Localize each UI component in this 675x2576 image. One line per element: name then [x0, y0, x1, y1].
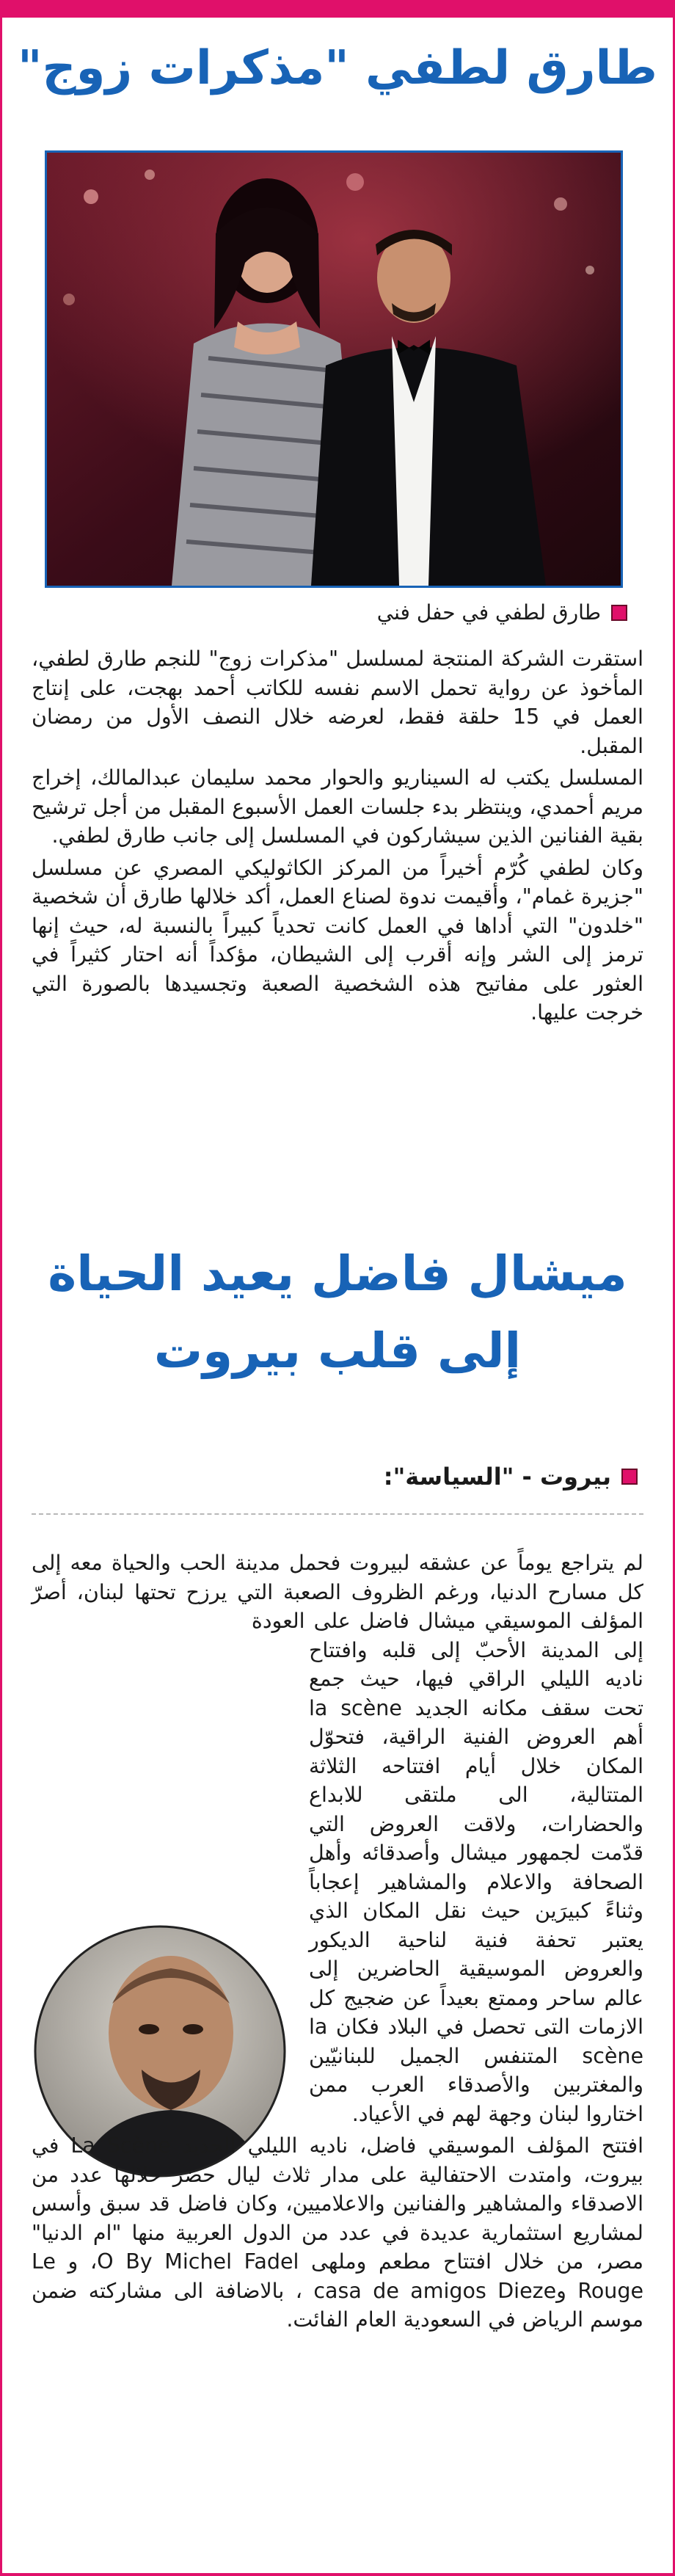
article2-headline-line2: إلى قلب بيروت	[153, 1322, 522, 1379]
article1-headline: طارق لطفي "مذكرات زوج"	[18, 41, 657, 95]
article1-paragraph: استقرت الشركة المنتجة لمسلسل "مذكرات زوج" للنجم طارق لطفي، المأخوذ عن رواية تحمل الاسم نفسه للكاتب أحمد بهجت، على إنتاج العمل في 15 حلقة فقط، لعرضه خلال النصف الأول من رمضان المقبل.	[32, 647, 643, 758]
byline-square-icon	[621, 1469, 638, 1485]
article2-body	[32, 1549, 643, 2517]
article2-paragraph: لم يتراجع يوماً عن عشقه لبيروت فحمل مدينة الحب والحياة معه إلى كل مسارح الدنيا، ورغم الظروف الصعبة التي يرزح تحتها لبنان، أصرّ المؤلف الموسيقي ميشال فاضل على العودة إلى المدينة الأحبّ إلى قلبه وافتتاح ناديه الليلي الراقي فيها، حيث جمع تحت سقف مكانه الجديد la scène أهم العروض الفنية الراقية، فتحوّل المكان خلال أيام افتتاحه الثلاثة المتتالية، الى ملتقى للابداع والحضارات، ولاقت العروض التي قدّمت لجمهور ميشال وأصدقائه وأهل الصحافة والاعلام والمشاهير إعجاباً وثناءً كبيرَين حيث نقل المكان الذي يعتبر تحفة فنية لناحية الديكور والعروض الموسيقية الحاضرين إلى عالم ساحر وممتع بعيداً عن ضجيج كل الازمات التى تحصل في البلاد فكان la scène المتنفس الجميل للبنانيّين والمغتربين والأصدقاء العرب ممن اختاروا لبنان وجهة لهم في الأعياد.	[32, 1551, 643, 2126]
caption-square-icon	[611, 605, 627, 621]
article2-headline-line1: ميشال فاضل يعيد الحياة	[48, 1245, 627, 1302]
article1-body	[32, 644, 643, 1217]
article2-paragraph: افتتح المؤلف الموسيقي فاضل، ناديه الليلي الجديد La Scène في بيروت، وامتدت الاحتفالية على مدار ثلاث ليال حضر خلالها عدد من الاصدقاء والمشاهير والفنانين والاعلاميين، وكان فاضل قد سبق وأسس لمشاريع استثمارية عديدة في عدد من الدول العربية منها "ام الدنيا" مصر، من خلال افتتاح مطعم وملهى O By Michel Fadel، و Le Rouge وcasa de amigos Dieze ، بالاضافة الى مشاركته ضمن موسم الرياض في السعودية العام الفائت.	[32, 2133, 644, 2332]
photo-caption-text: طارق لطفي في حفل فني	[376, 600, 601, 625]
article1-paragraph: وكان لطفي كُرّم أخيراً من المركز الكاثوليكي المصري عن مسلسل "جزيرة غمام"، وأقيمت ندوة لصناع العمل، أكد خلالها طارق أن شخصية "خلدون" التي أداها في العمل كانت تحدياً كبيراً بالنسبة له، حيث إنها ترمز إلى الشر وإنه أقرب إلى الشيطان، مؤكداً أنه احتار كثيراً في العثور على مفاتيح هذه الشخصية الصعبة وتجسيدها بالصورة التي خرجت عليها.	[32, 855, 643, 1025]
article1-paragraph: المسلسل يكتب له السيناريو والحوار محمد سليمان عبدالمالك، إخراج مريم أحمدي، وينتظر بدء جلسات العمل الأسبوع المقبل من أجل ترشيح بقية الفنانين الذين سيشاركون في المسلسل إلى جانب طارق لطفي.	[32, 765, 643, 848]
article2-byline	[384, 1460, 638, 1493]
byline-text: بيروت - "السياسة":	[383, 1463, 611, 1491]
dashed-divider	[32, 1513, 643, 1515]
article1-photo	[45, 150, 623, 588]
top-accent-bar	[2, 0, 673, 18]
photo-caption	[377, 598, 627, 627]
